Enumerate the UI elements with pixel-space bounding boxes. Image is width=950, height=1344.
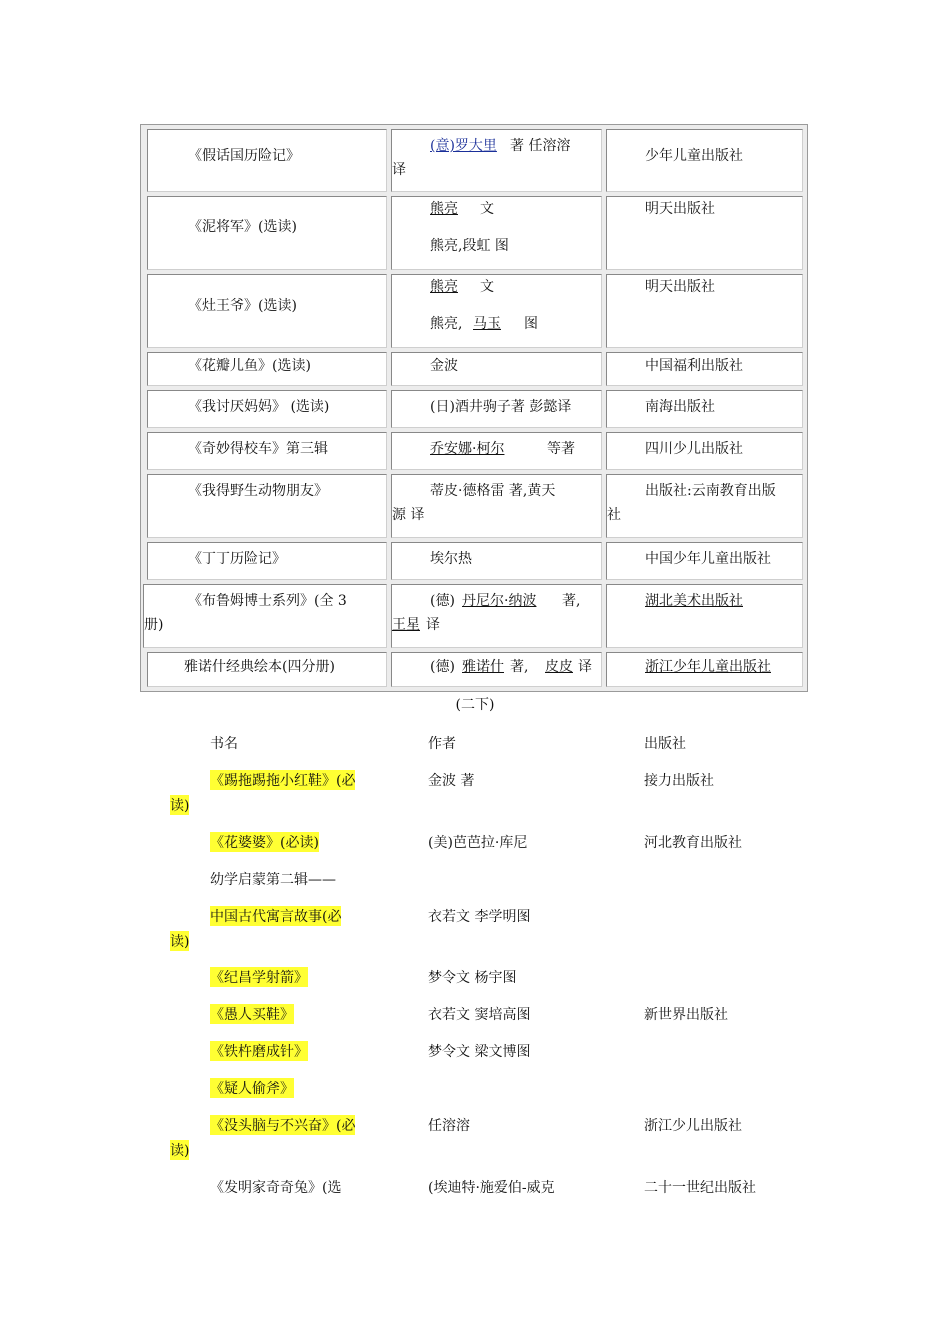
publisher-name: 出版社:云南教育出版 bbox=[645, 483, 776, 499]
list-item-author: 衣若文 李学明图 bbox=[428, 909, 531, 925]
author-text: 译 bbox=[392, 162, 406, 178]
publisher-link[interactable]: 湖北美术出版社 bbox=[645, 593, 743, 609]
table-cell-publisher bbox=[606, 196, 803, 270]
book-title: 《假话国历险记》 bbox=[188, 148, 300, 164]
table-cell-publisher bbox=[606, 584, 803, 648]
list-item-publisher: 新世界出版社 bbox=[644, 1007, 728, 1023]
author-text: 蒂皮·德格雷 著,黄天 bbox=[430, 483, 556, 499]
table-cell-publisher bbox=[606, 542, 803, 580]
list-item-title: 《发明家奇奇兔》(选 bbox=[210, 1180, 342, 1196]
author-link[interactable]: 皮皮 bbox=[545, 659, 573, 675]
header-publisher: 出版社 bbox=[644, 736, 686, 752]
table-cell-author bbox=[391, 390, 602, 428]
publisher-name: 中国少年儿童出版社 bbox=[645, 551, 771, 567]
list-item-title: 《花婆婆》(必读) bbox=[210, 832, 319, 852]
table-cell-author bbox=[391, 196, 602, 270]
list-item-publisher: 浙江少儿出版社 bbox=[644, 1118, 742, 1134]
table-cell-author bbox=[391, 432, 602, 470]
table-cell-title bbox=[147, 352, 387, 386]
author-text: 埃尔热 bbox=[430, 551, 472, 567]
author-text: (德) bbox=[430, 659, 455, 675]
table-cell-publisher bbox=[606, 274, 803, 348]
list-item-author: 金波 著 bbox=[428, 773, 475, 789]
author-text: 文 bbox=[480, 201, 494, 217]
author-text: 译 bbox=[578, 659, 592, 675]
list-item-title: 读) bbox=[170, 795, 189, 815]
author-text: 著, bbox=[510, 659, 529, 675]
author-link[interactable]: 马玉 bbox=[473, 316, 501, 332]
table-cell-title bbox=[147, 196, 387, 270]
table-cell-author bbox=[391, 274, 602, 348]
list-item-title: 中国古代寓言故事(必 bbox=[210, 906, 341, 926]
table-cell-title bbox=[143, 584, 387, 648]
table-cell-title bbox=[147, 274, 387, 348]
book-title: 《我讨厌妈妈》 (选读) bbox=[188, 399, 330, 415]
author-link[interactable]: 王星 bbox=[392, 617, 420, 633]
section-caption: (二下) bbox=[455, 697, 495, 713]
author-text: 著 任溶溶 bbox=[510, 138, 571, 154]
author-text: (德) bbox=[430, 593, 455, 609]
list-item-title: 《疑人偷斧》 bbox=[210, 1078, 294, 1098]
author-text: (日)酒井驹子著 彭懿译 bbox=[430, 399, 572, 415]
table-cell-author bbox=[391, 652, 602, 687]
table-cell-publisher bbox=[606, 129, 803, 192]
book-title: 《泥将军》(选读) bbox=[188, 219, 297, 235]
list-item-author: 衣若文 窦培高图 bbox=[428, 1007, 531, 1023]
book-title: 《花瓣儿鱼》(选读) bbox=[188, 358, 311, 374]
book-title: 《灶王爷》(选读) bbox=[188, 298, 297, 314]
table-cell-publisher bbox=[606, 474, 803, 538]
header-title: 书名 bbox=[210, 736, 238, 752]
publisher-name: 四川少儿出版社 bbox=[645, 441, 743, 457]
publisher-name: 明天出版社 bbox=[645, 201, 715, 217]
publisher-name: 明天出版社 bbox=[645, 279, 715, 295]
author-link[interactable]: 乔安娜·柯尔 bbox=[430, 441, 505, 457]
table-cell-title bbox=[147, 542, 387, 580]
table-cell-author bbox=[391, 542, 602, 580]
list-item-author: 梦令文 杨宇图 bbox=[428, 970, 517, 986]
table-cell-publisher bbox=[606, 652, 803, 687]
table-cell-title bbox=[147, 129, 387, 192]
book-title: 册) bbox=[144, 617, 164, 633]
publisher-name: 南海出版社 bbox=[645, 399, 715, 415]
list-item-title: 《愚人买鞋》 bbox=[210, 1004, 294, 1024]
table-cell-author bbox=[391, 352, 602, 386]
author-link[interactable]: 熊亮 bbox=[430, 279, 458, 295]
list-item-author: 任溶溶 bbox=[428, 1118, 470, 1134]
author-link[interactable]: 雅诺什 bbox=[462, 659, 504, 675]
publisher-name: 少年儿童出版社 bbox=[645, 148, 743, 164]
list-item-title: 《踢拖踢拖小红鞋》(必 bbox=[210, 770, 355, 790]
list-item-title: 读) bbox=[170, 1140, 189, 1160]
book-title: 雅诺什经典绘本(四分册) bbox=[184, 659, 335, 675]
table-cell-publisher bbox=[606, 432, 803, 470]
author-link[interactable]: (意)罗大里 bbox=[430, 138, 497, 154]
author-link[interactable]: 熊亮 bbox=[430, 201, 458, 217]
author-text: 源 译 bbox=[392, 507, 425, 523]
author-text: 文 bbox=[480, 279, 494, 295]
author-text: 熊亮,段虹 图 bbox=[430, 238, 509, 254]
book-title: 《我得野生动物朋友》 bbox=[188, 483, 328, 499]
header-author: 作者 bbox=[428, 736, 456, 752]
list-item-publisher: 接力出版社 bbox=[644, 773, 714, 789]
table-cell-author bbox=[391, 474, 602, 538]
list-item-title: 读) bbox=[170, 931, 189, 951]
table-cell-title bbox=[147, 474, 387, 538]
book-title: 《丁丁历险记》 bbox=[188, 551, 286, 567]
author-text: 图 bbox=[524, 316, 538, 332]
author-text: 著, bbox=[562, 593, 581, 609]
book-table bbox=[140, 124, 808, 692]
table-cell-author bbox=[391, 129, 602, 192]
table-cell-title bbox=[147, 432, 387, 470]
author-link[interactable]: 丹尼尔·纳波 bbox=[462, 593, 537, 609]
author-text: 等著 bbox=[547, 441, 575, 457]
author-text: 译 bbox=[426, 617, 440, 633]
book-title: 《奇妙得校车》第三辑 bbox=[188, 441, 328, 457]
publisher-link[interactable]: 浙江少年儿童出版社 bbox=[645, 659, 771, 675]
list-item-title: 幼学启蒙第二辑—— bbox=[210, 872, 336, 888]
list-item-author: (美)芭芭拉·库尼 bbox=[428, 835, 528, 851]
table-cell-publisher bbox=[606, 352, 803, 386]
table-cell-title bbox=[147, 652, 387, 687]
list-item-author: 梦令文 梁文博图 bbox=[428, 1044, 531, 1060]
book-title: 《布鲁姆博士系列》(全 3 bbox=[188, 593, 347, 609]
list-item-author: (埃迪特·施爱伯-威克 bbox=[428, 1180, 555, 1196]
list-item-title: 《铁杵磨成针》 bbox=[210, 1041, 308, 1061]
table-cell-publisher bbox=[606, 390, 803, 428]
list-item-publisher: 河北教育出版社 bbox=[644, 835, 742, 851]
table-cell-title bbox=[147, 390, 387, 428]
list-item-publisher: 二十一世纪出版社 bbox=[644, 1180, 756, 1196]
author-text: 熊亮, bbox=[430, 316, 463, 332]
publisher-name: 社 bbox=[607, 507, 621, 523]
list-item-title: 《没头脑与不兴奋》(必 bbox=[210, 1115, 355, 1135]
author-text: 金波 bbox=[430, 358, 458, 374]
table-cell-author bbox=[391, 584, 602, 648]
list-item-title: 《纪昌学射箭》 bbox=[210, 967, 308, 987]
publisher-name: 中国福利出版社 bbox=[645, 358, 743, 374]
